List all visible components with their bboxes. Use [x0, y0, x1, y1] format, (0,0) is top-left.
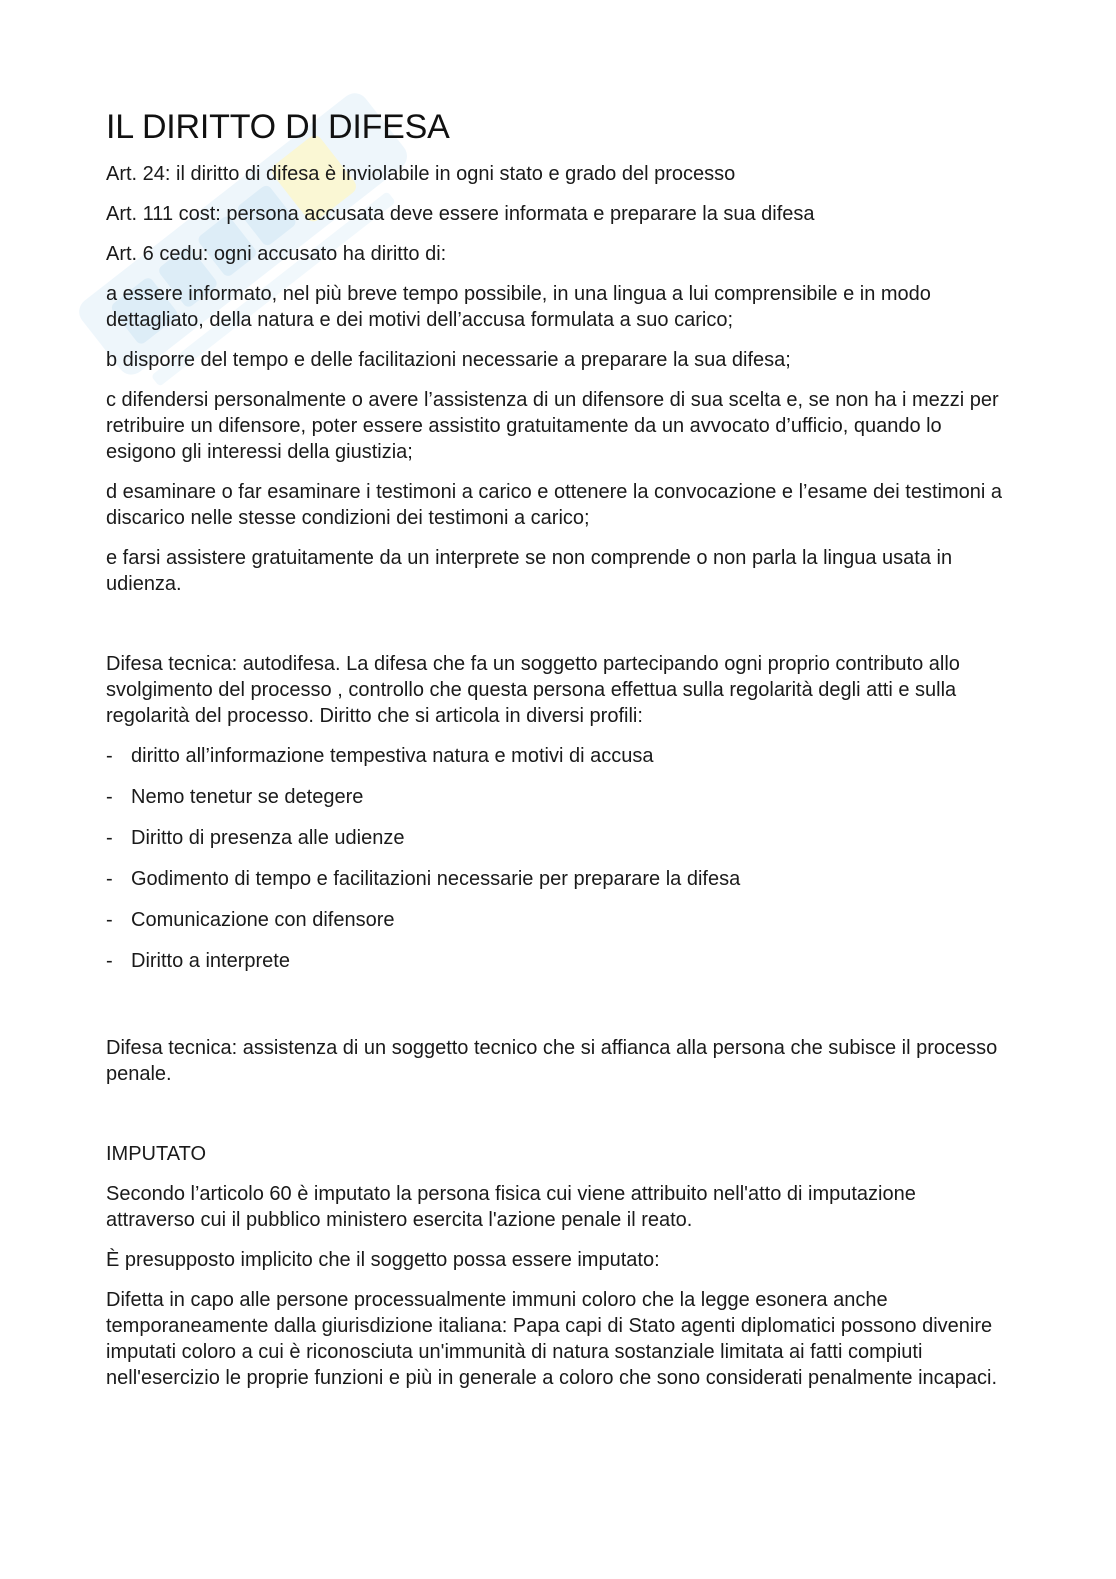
list-item — [106, 866, 1006, 892]
paragraph-art-6: Art. 6 cedu: ogni accusato ha diritto di: — [106, 243, 447, 265]
paragraph-item-b: b disporre del tempo e delle facilitazioni necessarie a preparare la sua difesa; — [106, 349, 791, 371]
paragraph-difesa-tecnica: Difesa tecnica: assistenza di un soggetto tecnico che si affianca alla persona che subisce il processo penale. — [106, 1037, 998, 1085]
page-title: IL DIRITTO DI DIFESA — [106, 108, 450, 146]
list-item-text: Comunicazione con difensore — [131, 909, 395, 931]
list-item — [106, 743, 1006, 769]
list-item-text: diritto all’informazione tempestiva natura e motivi di accusa — [131, 745, 654, 767]
document-page — [106, 108, 1006, 1405]
dash-bullet: - — [106, 909, 113, 931]
paragraph-immunita: Difetta in capo alle persone processualmente immuni coloro che la legge esonera anche temporaneamente dalla giurisdizione italiana: Papa capi di Stato agenti diplomatici possono divenire imputati coloro a cui è riconosciuta un'immunità di natura sostanziale limitata ai fatti compiuti nell'esercizio le proprie funzioni e più in generale a coloro che sono considerati penalmente incapaci. — [106, 1289, 998, 1389]
list-item-text: Diritto a interprete — [131, 950, 290, 972]
dash-bullet: - — [106, 868, 113, 890]
list-item-text: Diritto di presenza alle udienze — [131, 827, 405, 849]
dash-bullet: - — [106, 827, 113, 849]
dash-bullet: - — [106, 745, 113, 767]
dash-bullet: - — [106, 950, 113, 972]
paragraph-autodifesa: Difesa tecnica: autodifesa. La difesa che fa un soggetto partecipando ogni proprio contributo allo svolgimento del processo , controllo che questa persona effettua sulla regolarità degli atti e sulla regolarità del processo. Diritto che si articola in diversi profili: — [106, 653, 960, 727]
list-item-text: Nemo tenetur se detegere — [131, 786, 364, 808]
paragraph-item-e: e farsi assistere gratuitamente da un interprete se non comprende o non parla la lingua usata in udienza. — [106, 547, 953, 595]
paragraph-articolo-60: Secondo l’articolo 60 è imputato la persona fisica cui viene attribuito nell'atto di imputazione attraverso cui il pubblico ministero esercita l'azione penale il reato. — [106, 1183, 916, 1231]
dash-bullet: - — [106, 786, 113, 808]
list-item-text: Godimento di tempo e facilitazioni necessarie per preparare la difesa — [131, 868, 741, 890]
paragraph-presupposto: È presupposto implicito che il soggetto possa essere imputato: — [106, 1249, 660, 1271]
intro-section — [106, 161, 1006, 597]
list-item — [106, 907, 1006, 933]
list-item — [106, 784, 1006, 810]
list-item — [106, 825, 1006, 851]
list-item — [106, 948, 1006, 974]
section-heading-imputato: IMPUTATO — [106, 1143, 206, 1165]
profili-list — [106, 743, 1006, 974]
paragraph-art-111: Art. 111 cost: persona accusata deve essere informata e preparare la sua difesa — [106, 203, 815, 225]
paragraph-art-24: Art. 24: il diritto di difesa è inviolabile in ogni stato e grado del processo — [106, 163, 736, 185]
paragraph-item-c: c difendersi personalmente o avere l’assistenza di un difensore di sua scelta e, se non ha i mezzi per retribuire un difensore, poter essere assistito gratuitamente da un avvocato d’ufficio, quando lo esigono gli interessi della giustizia; — [106, 389, 999, 463]
paragraph-item-a: a essere informato, nel più breve tempo possibile, in una lingua a lui comprensibile e in modo dettagliato, della natura e dei motivi dell’accusa formulata a suo carico; — [106, 283, 931, 331]
paragraph-item-d: d esaminare o far esaminare i testimoni a carico e ottenere la convocazione e l’esame dei testimoni a discarico nelle stesse condizioni dei testimoni a carico; — [106, 481, 1003, 529]
